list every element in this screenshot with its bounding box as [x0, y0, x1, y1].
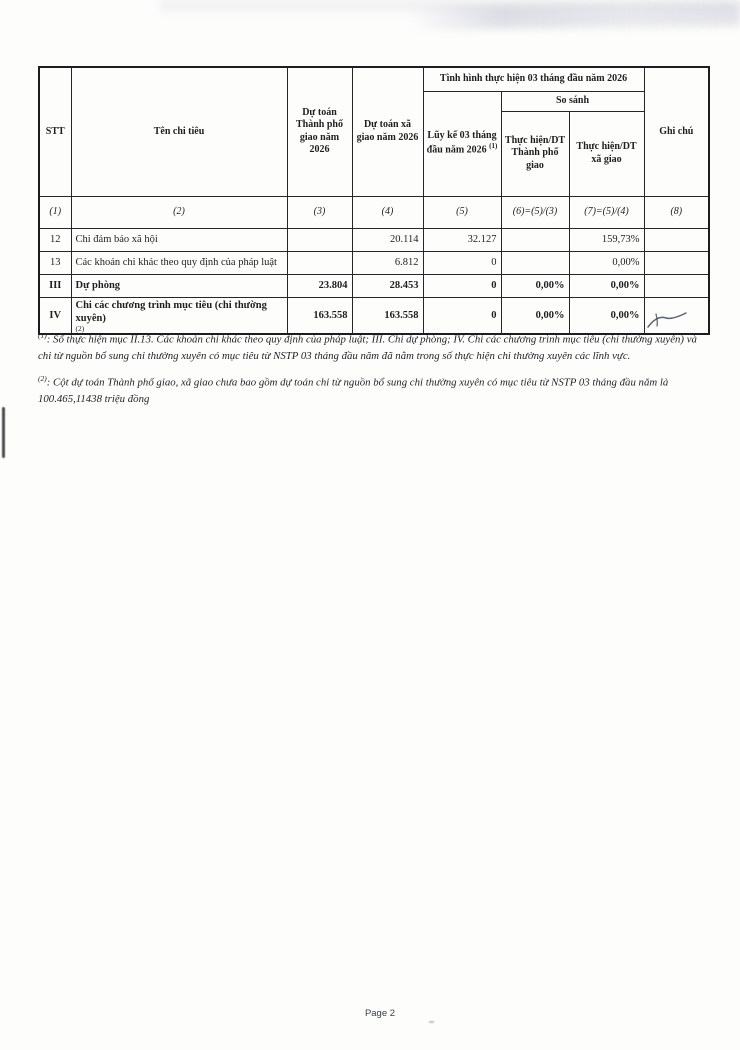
cell-du-toan-tp — [287, 228, 352, 251]
cell-th-dt-xa: 0,00% — [569, 297, 644, 334]
header-ghi-chu: Ghi chú — [644, 67, 709, 196]
col-index: (5) — [423, 196, 501, 228]
cell-du-toan-xa: 163.558 — [352, 297, 423, 334]
table-row — [39, 251, 709, 274]
col-index: (8) — [644, 196, 709, 228]
scan-edge-artifact — [2, 407, 5, 458]
cell-du-toan-tp — [287, 251, 352, 274]
header-thuc-hien-dt-thanh-pho: Thực hiện/DT Thành phố giao — [501, 111, 569, 196]
footnote-2-marker: (2) — [38, 374, 47, 383]
budget-table — [38, 66, 710, 335]
row-name — [71, 297, 287, 334]
header-row-1 — [39, 67, 709, 91]
scan-speck — [429, 1021, 434, 1023]
cell-th-dt-xa: 159,73% — [569, 228, 644, 251]
footnote-2-text: : Cột dự toán Thành phố giao, xã giao chưa bao gồm dự toán chi từ nguồn bổ sung chi thường xuyên có mục tiêu từ NSTP 03 tháng đầu năm là 100.465,11438 triệu đồng — [38, 376, 669, 406]
header-luy-ke-footnote-ref: (1) — [489, 142, 498, 151]
row-stt: IV — [39, 297, 71, 334]
header-luy-ke — [423, 91, 501, 196]
cell-luy-ke: 0 — [423, 297, 501, 334]
cell-du-toan-tp: 23.804 — [287, 274, 352, 297]
row-footnote-ref: (2) — [75, 323, 85, 333]
page-number: Page 2 — [364, 1008, 396, 1019]
scan-smudge — [408, 2, 740, 29]
table-row — [39, 297, 709, 334]
header-thuc-hien-dt-xa: Thực hiện/DT xã giao — [569, 111, 644, 196]
cell-th-dt-tp — [501, 251, 569, 274]
header-du-toan-thanh-pho: Dự toán Thành phố giao năm 2026 — [287, 67, 352, 196]
row-stt: 13 — [39, 251, 71, 274]
cell-du-toan-xa: 20.114 — [352, 228, 423, 251]
row-stt: 12 — [39, 228, 71, 251]
col-index: (7)=(5)/(4) — [569, 196, 644, 228]
cell-th-dt-xa: 0,00% — [569, 251, 644, 274]
footnote-2 — [38, 373, 712, 408]
cell-luy-ke: 32.127 — [423, 228, 501, 251]
cell-ghi-chu — [644, 228, 709, 251]
row-name: Các khoản chi khác theo quy định của pháp luật — [71, 251, 287, 274]
footnote-1-text: : Số thực hiện mục II.13. Các khoản chi khác theo quy định của pháp luật; III. Chi dự phòng; IV. Chi các chương trình mục tiêu (chi thường xuyên) và chi từ nguồn bổ sung chi thường xuyên có mục tiêu từ NSTP 03 tháng đầu năm đã nằm trong số thực hiện chi thường xuyên các lĩnh vực. — [38, 333, 697, 363]
cell-th-dt-tp — [501, 228, 569, 251]
table-row — [39, 274, 709, 297]
col-index: (6)=(5)/(3) — [501, 196, 569, 228]
header-tinh-hinh-thuc-hien: Tình hình thực hiện 03 tháng đầu năm 2026 — [423, 67, 644, 91]
row-name-label: Chi các chương trình mục tiêu (chi thường xuyên) — [75, 299, 267, 324]
header-ten-chi-tieu: Tên chi tiêu — [71, 67, 287, 196]
col-index: (4) — [352, 196, 423, 228]
cell-luy-ke: 0 — [423, 274, 501, 297]
row-name: Dự phòng — [71, 274, 287, 297]
cell-du-toan-xa: 6.812 — [352, 251, 423, 274]
column-index-row — [39, 196, 709, 228]
header-so-sanh: So sánh — [501, 91, 644, 111]
table-row — [39, 228, 709, 251]
footnote-1-marker: (1) — [38, 331, 47, 340]
cell-th-dt-tp: 0,00% — [501, 274, 569, 297]
cell-luy-ke: 0 — [423, 251, 501, 274]
footnote-1 — [38, 330, 712, 365]
cell-du-toan-xa: 28.453 — [352, 274, 423, 297]
header-du-toan-xa: Dự toán xã giao năm 2026 — [352, 67, 423, 196]
cell-th-dt-tp: 0,00% — [501, 297, 569, 334]
header-luy-ke-label: Lũy kế 03 tháng đầu năm 2026 — [426, 129, 497, 156]
col-index: (1) — [39, 196, 71, 228]
cell-du-toan-tp: 163.558 — [287, 297, 352, 334]
cell-ghi-chu — [644, 251, 709, 274]
row-stt: III — [39, 274, 71, 297]
header-stt: STT — [39, 67, 71, 196]
col-index: (2) — [71, 196, 287, 228]
col-index: (3) — [287, 196, 352, 228]
row-name: Chi đảm bảo xã hội — [71, 228, 287, 251]
cell-ghi-chu — [644, 274, 709, 297]
cell-th-dt-xa: 0,00% — [569, 274, 644, 297]
